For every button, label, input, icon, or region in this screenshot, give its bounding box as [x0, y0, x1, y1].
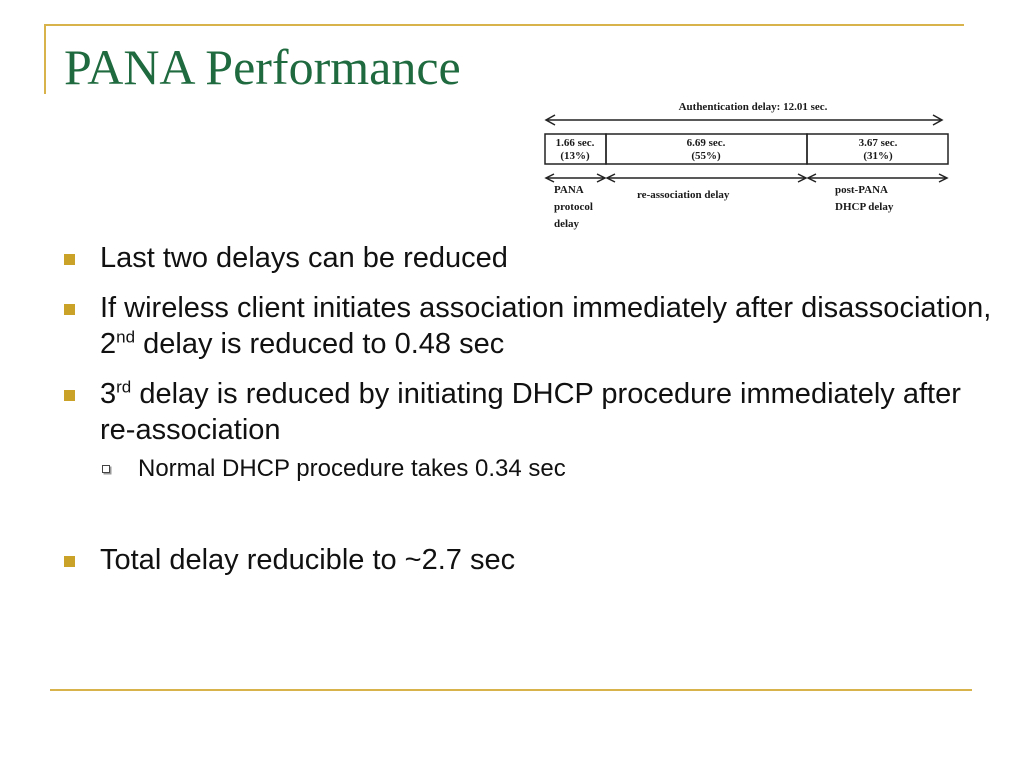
bullet-text-start: If wireless client initiates association immediately after disassociation, 2 — [100, 292, 992, 360]
bullet-text-end: delay is reduced by initiating DHCP procedure immediately after re-association — [100, 378, 961, 446]
segment-percent-pana: (13%) — [560, 150, 590, 162]
bullet-item — [62, 542, 992, 578]
bullet-item — [62, 290, 992, 362]
ordinal-suffix: rd — [116, 377, 132, 397]
label-pana-line2: protocol — [554, 201, 593, 213]
label-dhcp-line2: DHCP delay — [835, 201, 894, 213]
label-dhcp-line1: post-PANA — [835, 184, 888, 196]
bullet-item — [62, 240, 992, 276]
list-spacer — [62, 498, 992, 542]
diagram-header: Authentication delay: 12.01 sec. — [678, 101, 828, 113]
sub-bullet-text: Normal DHCP procedure takes 0.34 sec — [138, 455, 566, 482]
square-bullet-icon — [64, 304, 75, 315]
square-bullet-icon — [64, 556, 75, 567]
label-pana-line3: delay — [554, 218, 580, 230]
bullet-text: Total delay reducible to ~2.7 sec — [100, 544, 516, 576]
label-reassociation: re-association delay — [637, 189, 730, 201]
segment-time-dhcp: 3.67 sec. — [858, 137, 898, 149]
bullet-list — [62, 240, 992, 592]
bullet-text-end: delay is reduced to 0.48 sec — [135, 328, 505, 360]
bullet-item — [62, 376, 992, 484]
total-delay-arrow — [546, 115, 942, 125]
square-bullet-icon — [64, 390, 75, 401]
authentication-delay-diagram — [538, 96, 958, 236]
ordinal-suffix: nd — [116, 327, 136, 347]
segment-time-reassociation: 6.69 sec. — [686, 137, 726, 149]
bottom-rule — [50, 689, 972, 691]
dhcp-delay-arrow — [808, 174, 947, 182]
reassociation-delay-arrow — [607, 174, 806, 182]
segment-time-pana: 1.66 sec. — [555, 137, 595, 149]
label-pana-line1: PANA — [554, 184, 584, 196]
hollow-square-bullet-icon — [102, 465, 110, 473]
bullet-text: Last two delays can be reduced — [100, 242, 508, 274]
segment-percent-dhcp: (31%) — [863, 150, 893, 162]
bullet-text-start: 3 — [100, 378, 117, 410]
top-rule — [44, 24, 964, 26]
left-rule — [44, 24, 46, 94]
square-bullet-icon — [64, 254, 75, 265]
sub-bullet-item — [100, 454, 992, 484]
segment-percent-reassociation: (55%) — [691, 150, 721, 162]
pana-delay-arrow — [546, 174, 605, 182]
slide-title: PANA Performance — [64, 39, 461, 95]
